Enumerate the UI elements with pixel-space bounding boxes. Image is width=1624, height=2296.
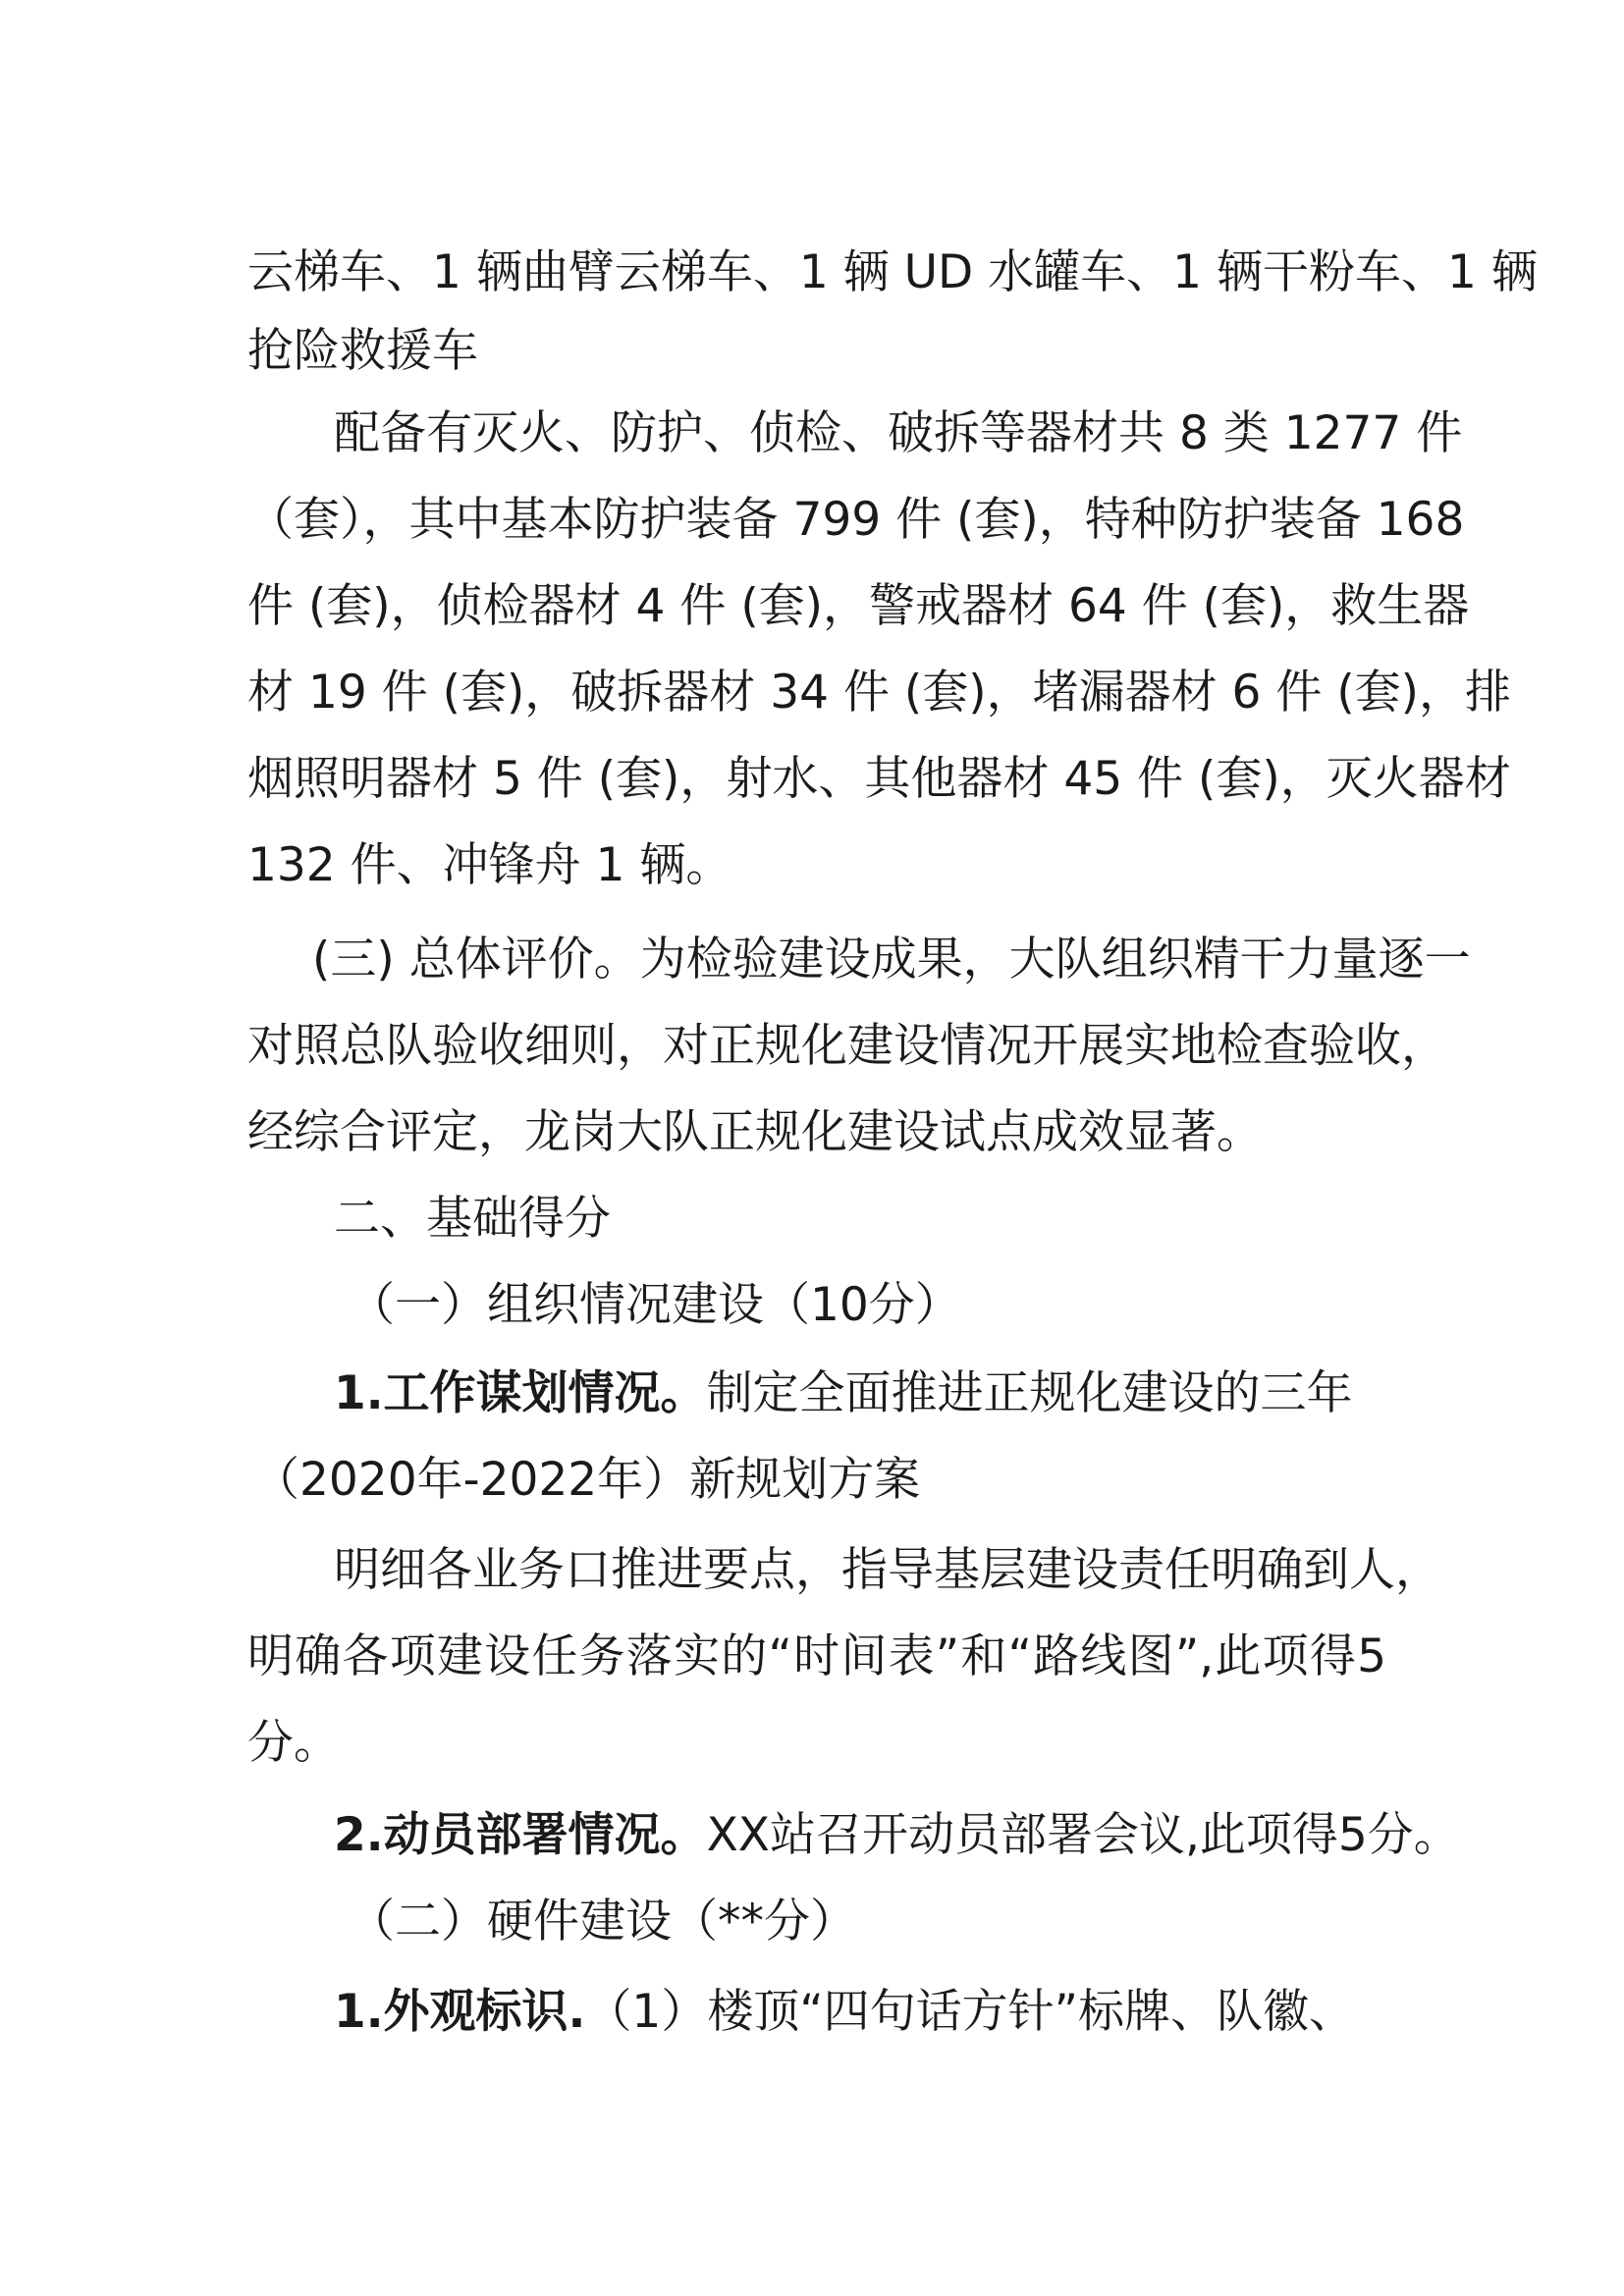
paragraph-2-line-5: 烟照明器材 5 件 (套)，射水、其他器材 45 件 (套)，灭火器材	[247, 752, 1511, 806]
item-2-1-line	[334, 1973, 1386, 2052]
paragraph-1-line-2: 抢险救援车	[247, 324, 478, 378]
item-1-1-text: 制定全面推进正规化建设的三年	[706, 1366, 1353, 1420]
paragraph-4-line-1: 明细各业务口推进要点，指导基层建设责任明确到人，	[334, 1543, 1441, 1597]
paragraph-2-line-2: （套），其中基本防护装备 799 件 (套)，特种防护装备 168	[247, 493, 1465, 547]
item-1-2-title: 2.动员部署情况。	[334, 1808, 707, 1862]
paragraph-3-line-2: 对照总队验收细则，对正规化建设情况开展实地检查验收，	[247, 1019, 1447, 1073]
subsection-1-heading: （一）组织情况建设（10分）	[349, 1278, 961, 1332]
paragraph-3-line-3: 经综合评定，龙岗大队正规化建设试点成效显著。	[247, 1105, 1263, 1159]
item-1-1-title: 1.工作谋划情况。	[334, 1366, 707, 1420]
paragraph-2-line-3: 件 (套)，侦检器材 4 件 (套)，警戒器材 64 件 (套)，救生器	[247, 579, 1470, 633]
item-1-1-line-2: （2020年-2022年）新规划方案	[253, 1453, 921, 1507]
item-1-2-line	[334, 1796, 1460, 1875]
item-1-2-text: XX站召开动员部署会议,此项得5分。	[706, 1808, 1460, 1862]
item-2-1-text: （1）楼顶“四句话方针”标牌、队徽、	[585, 1985, 1356, 2039]
paragraph-4-line-3: 分。	[247, 1716, 340, 1770]
paragraph-2-line-1: 配备有灭火、防护、侦检、破拆等器材共 8 类 1277 件	[334, 406, 1463, 460]
subsection-2-heading: （二）硬件建设（**分）	[349, 1895, 856, 1949]
section-2-heading: 二、基础得分	[334, 1192, 611, 1246]
paragraph-1-line-1: 云梯车、1 辆曲臂云梯车、1 辆 UD 水罐车、1 辆干粉车、1 辆	[247, 245, 1538, 299]
paragraph-4-line-2: 明确各项建设任务落实的“时间表”和“路线图”,此项得5	[247, 1629, 1386, 1683]
paragraph-3-line-1: (三) 总体评价。为检验建设成果，大队组织精干力量逐一	[312, 933, 1471, 987]
item-2-1-title: 1.外观标识.	[334, 1985, 586, 2039]
item-1-1-line-1	[334, 1355, 1386, 1433]
paragraph-2-line-4: 材 19 件 (套)，破拆器材 34 件 (套)，堵漏器材 6 件 (套)，排	[247, 666, 1511, 720]
paragraph-2-line-6: 132 件、冲锋舟 1 辆。	[247, 838, 732, 892]
